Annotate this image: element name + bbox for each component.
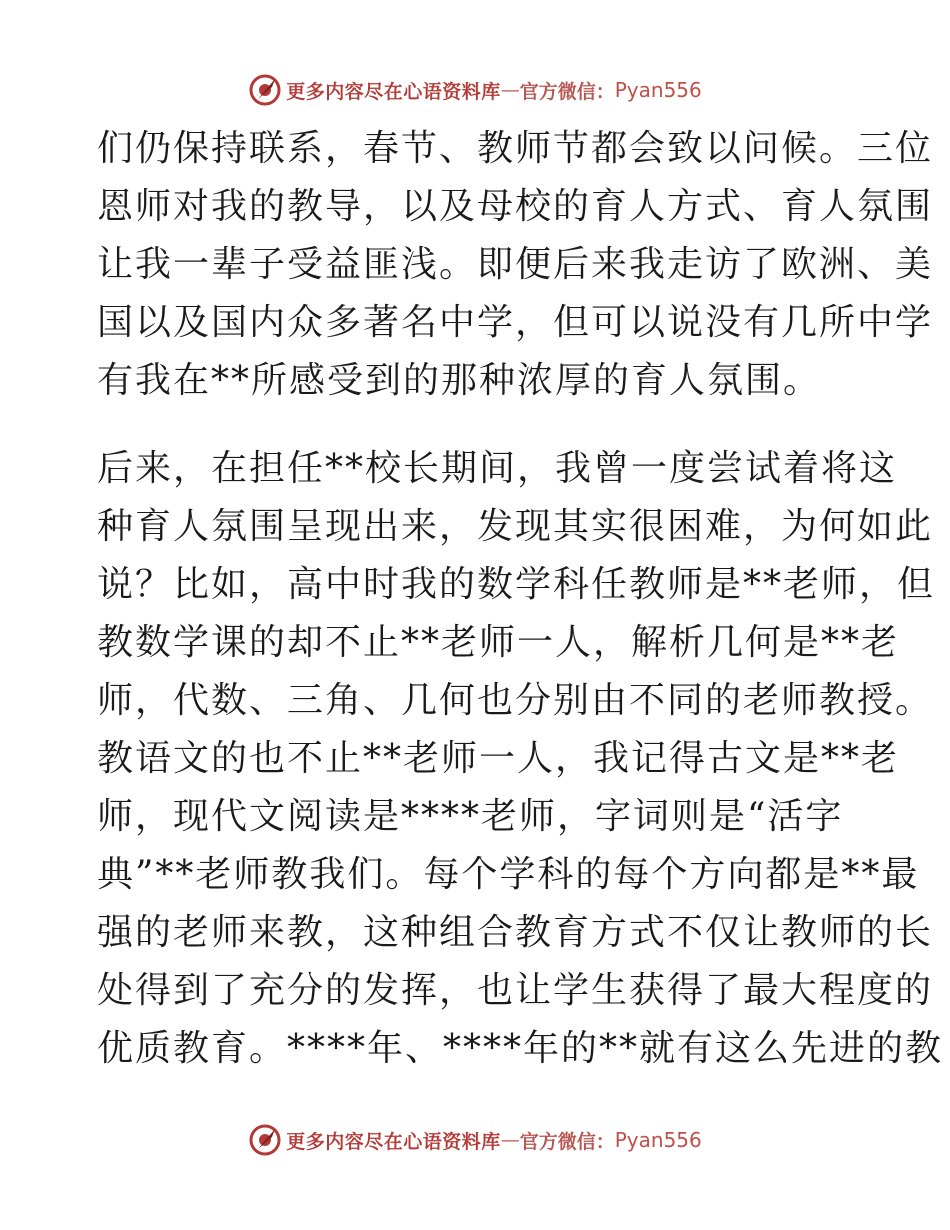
header-title: 更多内容尽在心语资料库 <box>286 80 501 103</box>
quill-logo-icon <box>248 73 282 107</box>
text-line: 恩师对我的教导，以及母校的育人方式、育人氛围 <box>97 186 934 227</box>
header-wechat-label: 官方微信： <box>519 80 615 103</box>
text-line: 有我在**所感受到的那种浓厚的育人氛围。 <box>97 360 822 401</box>
header-wechat-id: Pyan556 <box>614 78 702 102</box>
quill-logo-icon <box>248 1123 282 1157</box>
text-line: 种育人氛围呈现出来，发现其实很困难，为何如此 <box>97 506 934 547</box>
text-line: 优质教育。****年、****年的**就有这么先进的教 <box>97 1028 944 1069</box>
paragraph-gap <box>97 410 857 440</box>
text-line: 国以及国内众多著名中学，但可以说没有几所中学 <box>97 302 934 343</box>
text-line: 后来，在担任**校长期间，我曾一度尝试着将这 <box>97 448 898 489</box>
header-separator: — <box>500 79 520 101</box>
text-line: 教数学课的却不止**老师一人，解析几何是**老 <box>97 622 900 663</box>
text-line: 说？比如，高中时我的数学科任教师是**老师，但 <box>97 564 936 605</box>
text-line: 教语文的也不止**老师一人，我记得古文是**老 <box>97 738 900 779</box>
text-line: 师，代数、三角、几何也分别由不同的老师教授。 <box>97 680 934 721</box>
footer-separator: — <box>500 1129 520 1151</box>
footer-title: 更多内容尽在心语资料库 <box>286 1130 501 1153</box>
paragraph <box>97 120 934 410</box>
paragraph <box>97 440 944 1078</box>
document-body <box>97 120 944 1078</box>
footer-wechat-label: 官方微信： <box>519 1130 615 1153</box>
footer-wechat-id: Pyan556 <box>614 1128 702 1152</box>
header-banner <box>0 72 950 108</box>
text-line: 强的老师来教，这种组合教育方式不仅让教师的长 <box>97 912 934 953</box>
text-line: 让我一辈子受益匪浅。即便后来我走访了欧洲、美 <box>97 244 934 285</box>
text-line: 处得到了充分的发挥，也让学生获得了最大程度的 <box>97 970 934 1011</box>
text-line: 师，现代文阅读是****老师，字词则是“活字 <box>97 796 844 837</box>
text-line: 们仍保持联系，春节、教师节都会致以问候。三位 <box>97 128 934 169</box>
footer-banner <box>0 1122 950 1158</box>
text-line: 典”**老师教我们。每个学科的每个方向都是**最 <box>97 854 920 895</box>
